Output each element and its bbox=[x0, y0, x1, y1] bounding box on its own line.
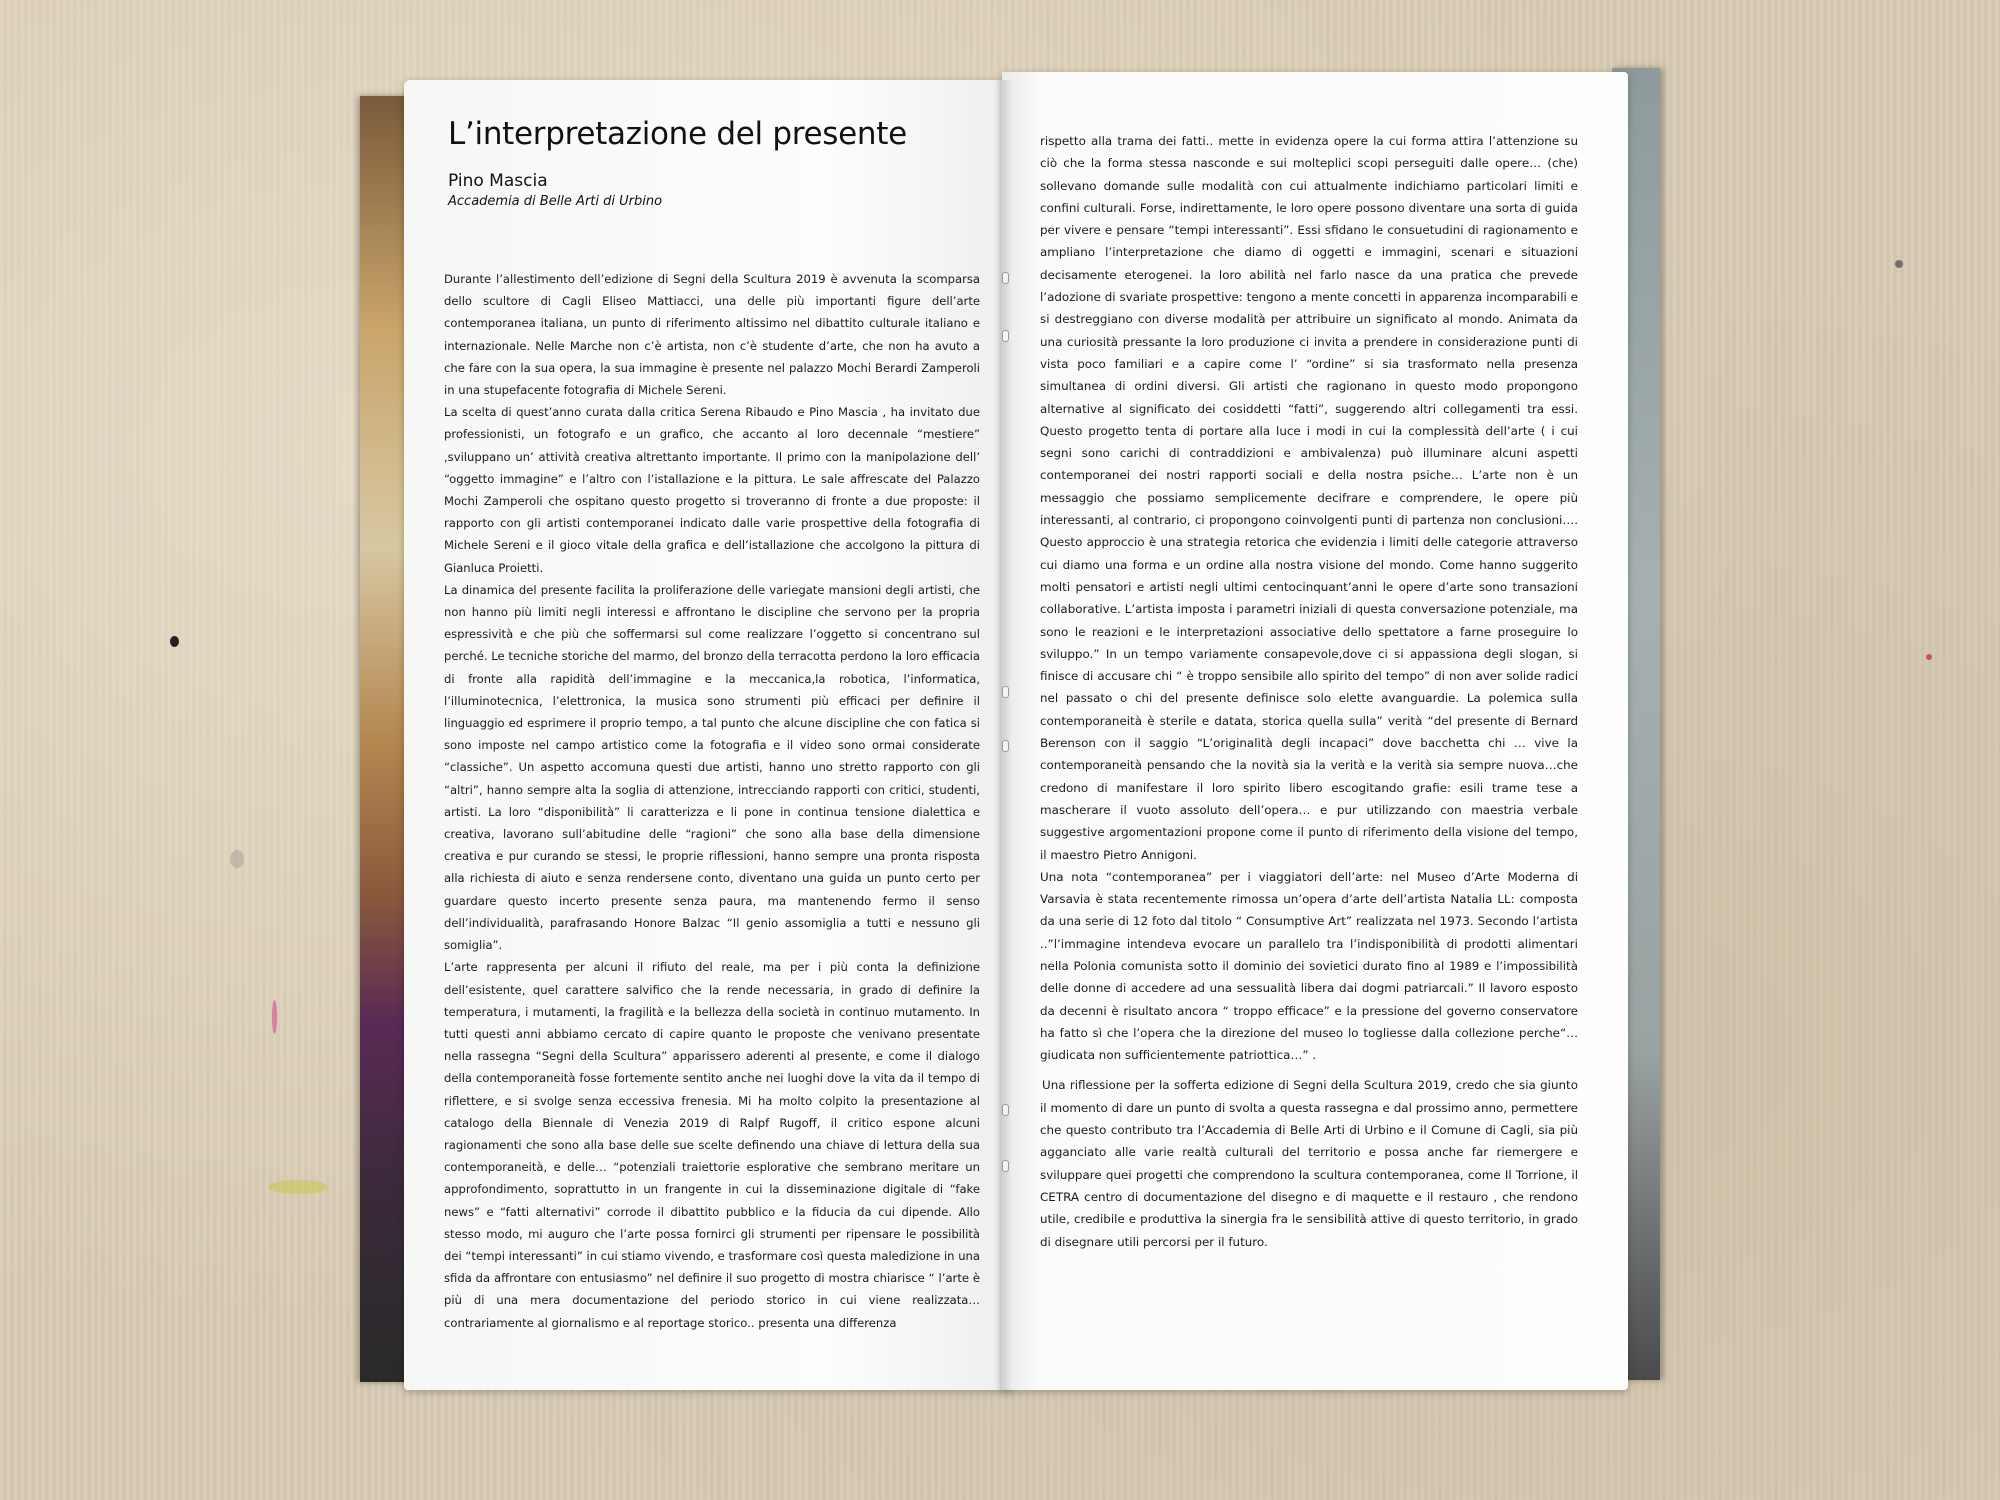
paint-splatter bbox=[170, 636, 179, 647]
paint-splatter bbox=[268, 1180, 328, 1194]
article-title: L’interpretazione del presente bbox=[448, 116, 907, 152]
body-paragraph: Una riflessione per la sofferta edizione di Segni della Scultura 2019, credo che sia giunto il momento di dare un punto di svolta a questa rassegna e dal prossimo anno, permettere che questo contributo tra l’Accademia di Belle Arti di Urbino e il Comune di Cagli, sia più agganciato alle varie realtà culturali del territorio e possa anche far riemergere e sviluppare quei progetti che comprendono la scultura contemporanea, come Il Torrione, il CETRA centro di documentazione del disegno e di maquette e il restauro , che rendono utile, credibile e produttiva la sinergia fra le sensibilità attive di questo territorio, in grado di disegnare utili percorsi per il futuro. bbox=[1040, 1078, 1578, 1249]
author-affiliation: Accademia di Belle Arti di Urbino bbox=[448, 194, 663, 209]
paint-splatter bbox=[1926, 654, 1932, 660]
body-paragraph: rispetto alla trama dei fatti.. mette in evidenza opere la cui forma attira l’attenzione su ciò che la forma stessa nasconde e sui molteplici scopi perseguiti dalle opere… (che) sollevano domande sulle modalità con cui attualmente indichiamo particolari limiti e confini culturali. Forse, indirettamente, le loro opere possono diventare una sorta di guida per vivere e pensare “tempi interessanti”. Essi sfidano le consuetudini di ragionamento e ampliano l’interpretazione che diamo di oggetti e immagini, scenari e situazioni decisamente eterogenei. la loro abilità nel farlo nasce da una pratica che prevede l’adozione di svariate prospettive: tengono a mente concetti in apparenza incomparabili e si destreggiano con diverse modalità per attribuire un significato al mondo. Animata da una curiosità pressante la loro produzione ci invita a prendere in considerazione punti di vista poco familiari e a capire come l’ “ordine” si sia trasformato nella presenza simultanea di ordini diversi. Gli artisti che ragionano in questo modo propongono alternative al significato dei cosiddetti “fatti”, suggerendo altri collegamenti tra essi. Questo progetto tenta di portare alla luce i modi in cui la complessità dell’arte ( i cui segni sono carichi di contraddizioni e ambivalenza) può illuminare alcuni aspetti contemporanei dei nostri rapporti sociali e della nostra psiche… L’arte non è un messaggio che possiamo semplicemente decifrare e comprendere, le opere più interessanti, al contrario, ci propongono coinvolgenti punti di partenza non conclusioni…. Questo approccio è una strategia retorica che evidenzia i limiti delle categorie attraverso cui diamo una forma e un ordine alla nostra visione del mondo. Come hanno suggerito molti pensatori e artisti negli ultimi centocinquant’anni le opere d’arte sono transazioni collaborative. L’artista imposta i parametri iniziali di questa conversazione potenziale, ma sono le reazioni e le interpretazioni associative dello spettatore a farne proseguire lo sviluppo.” In un tempo variamente consapevole,dove ci si appassiona degli slogan, si finisce di accusare chi “ è troppo sensibile allo spirito del tempo” di non aver solide radici nel passato o chi del presente definisce solo elette avanguardie. La polemica sulla contemporaneità è sterile e datata, storica quella sulla” verità “del presente di Bernard Berenson con il saggio “L’originalità degli incapaci” dove bacchetta chi … vive la contemporaneità pensando che la novità sia la verità e la verità sia sempre nuova…che credono di manifestare il loro spirito libero escogitando grafie: esili trame tese a mascherare il vuoto assoluto dell’opera… e pur utilizzando con maestria verbale suggestive argomentazioni propone come il punto di riferimento della visione del tempo, il maestro Pietro Annigoni. bbox=[1040, 134, 1578, 862]
article-author: Pino Mascia bbox=[448, 171, 548, 191]
body-paragraph: L’arte rappresenta per alcuni il rifiuto del reale, ma per i più conta la definizione dell’esistente, quel carattere salvifico che la rende necessaria, in grado di definire la temperatura, i mutamenti, la fragilità e la bellezza della società in continuo mutamento. In tutti questi anni abbiamo cercato di capire quanto le proposte che venivano presentate nella rassegna “Segni della Scultura” apparissero aderenti al presente, e come il dialogo della contemporaneità fosse fortemente sentito anche nei luoghi dove la vita da il tempo di riflettere, e si svolge senza eccessiva frenesia. Mi ha molto colpito la presentazione al catalogo della Biennale di Venezia 2019 di Ralpf Rugoff, il critico espone alcuni ragionamenti che sono alla base delle sue scelte definendo una chiave di lettura della sua contemporaneità, e delle… “potenziali traiettorie esplorative che sembrano meritare un approfondimento, soprattutto in un frangente in cui la disseminazione digitale di “fake news” e “fatti alternativi” corrode il dibattito pubblico e la fiducia da cui dipende. Allo stesso modo, mi auguro che l’arte possa fornirci gli strumenti per ripensare le possibilità dei “tempi interessanti” in cui stiamo vivendo, e trasformare così questa maledizione in una sfida da affrontare con entusiasmo” nel definire il suo progetto di mostra chiarisce “ l’arte è più di una mera documentazione del periodo storico in cui viene realizzata… contrariamente al giornalismo e al reportage storico.. presenta una differenza bbox=[444, 960, 980, 1330]
body-paragraph: La scelta di quest’anno curata dalla critica Serena Ribaudo e Pino Mascia , ha invitato due professionisti, un fotografo e un grafico, che accanto al loro decennale “mestiere” ,sviluppano un’ attività creativa altrettanto importante. Il primo con la manipolazione dell’ “oggetto immagine” e l’altro con l’istallazione e la pittura. Le sale affrescate del Palazzo Mochi Zamperoli che ospitano questo progetto si troveranno di fronte a due proposte: il rapporto con gli artisti contemporanei indicato dalle varie prospettive della fotografia di Michele Sereni e il gioco vitale della grafica e dell’istallazione che accolgono la pittura di Gianluca Proietti. bbox=[444, 405, 980, 575]
binding-stitch bbox=[1002, 330, 1009, 342]
body-paragraph: Durante l’allestimento dell’edizione di Segni della Scultura 2019 è avvenuta la scomparsa dello scultore di Cagli Eliseo Mattiacci, una delle più importanti figure dell’arte contemporanea italiana, un punto di riferimento altissimo nel dibattito culturale italiano e internazionale. Nelle Marche non c’è artista, non c’è studente d’arte, che non ha avuto a che fare con la sua opera, la sua immagine è presente nel palazzo Mochi Berardi Zamperoli in una stupefacente fotografia di Michele Sereni. bbox=[444, 272, 980, 398]
left-page-body bbox=[444, 268, 980, 1334]
paint-splatter bbox=[1895, 260, 1903, 268]
binding-stitch bbox=[1002, 740, 1009, 752]
binding-stitch bbox=[1002, 686, 1009, 698]
binding-stitch bbox=[1002, 1160, 1009, 1172]
right-page bbox=[1002, 72, 1628, 1390]
binding-stitch bbox=[1002, 272, 1009, 284]
left-page bbox=[404, 80, 1012, 1390]
paint-splatter bbox=[230, 850, 244, 868]
body-paragraph: Una nota “contemporanea” per i viaggiatori dell’arte: nel Museo d’Arte Moderna di Varsavia è stata recentemente rimossa un’opera d’arte dell’artista Natalia LL: composta da una serie di 12 foto dal titolo “ Consumptive Art” realizzata nel 1973. Secondo l’artista ..”l’immagine intendeva evocare un parallelo tra l’indisponibilità di prodotti alimentari nella Polonia comunista sotto il dominio dei sovietici durato fino al 1989 e l’impossibilità delle donne di accedere ad una sessualità libera dai dogmi patriarcali.” Il lavoro esposto da decenni è risultato ancora “ troppo efficace” e la pressione del governo conservatore ha fatto sì che l’opera che la direzione del museo lo togliesse dalla collezione perche“… giudicata non sufficientemente patriottica…” . bbox=[1040, 869, 1578, 1063]
body-paragraph: La dinamica del presente facilita la proliferazione delle variegate mansioni degli artisti, che non hanno più limiti negli interessi e affrontano le discipline che servono per la propria espressività e che più che soffermarsi sul come realizzare l’oggetto si concentrano sul perché. Le tecniche storiche del marmo, del bronzo della terracotta perdono la loro efficacia di fronte alla rapidità dell’immagine e la meccanica,la robotica, l’informatica, l’illuminotecnica, l’elettronica, la musica sono strumenti più efficaci per definire il linguaggio ed esprimere il proprio tempo, a tal punto che alcune discipline che con fatica si sono imposte nel campo artistico come la fotografia e il video sono ormai considerate “classiche”. Un aspetto accomuna questi due artisti, hanno uno stretto rapporto con gli “altri”, hanno sempre alta la soglia di attenzione, intrecciando rapporti con critici, studenti, artisti. La loro “disponibilità” li caratterizza e li pone in continua tensione dialettica e creativa, lavorano sull’abitudine delle “ragioni” che sono alla base della dimensione creativa e pur curando se stessi, le proprie riflessioni, hanno sempre una pronta risposta alla richiesta di aiuto e senza rendersene conto, diventano una guida un punto certo per guardare questo incerto presente senza paura, ma mantenendo fermo il senso dell’individualità, parafrasando Honore Balzac “Il genio assomiglia a tutti e nessuno gli somiglia”. bbox=[444, 582, 980, 953]
paint-splatter bbox=[272, 1000, 277, 1034]
right-page-body bbox=[1040, 130, 1578, 1253]
binding-stitch bbox=[1002, 1104, 1009, 1116]
